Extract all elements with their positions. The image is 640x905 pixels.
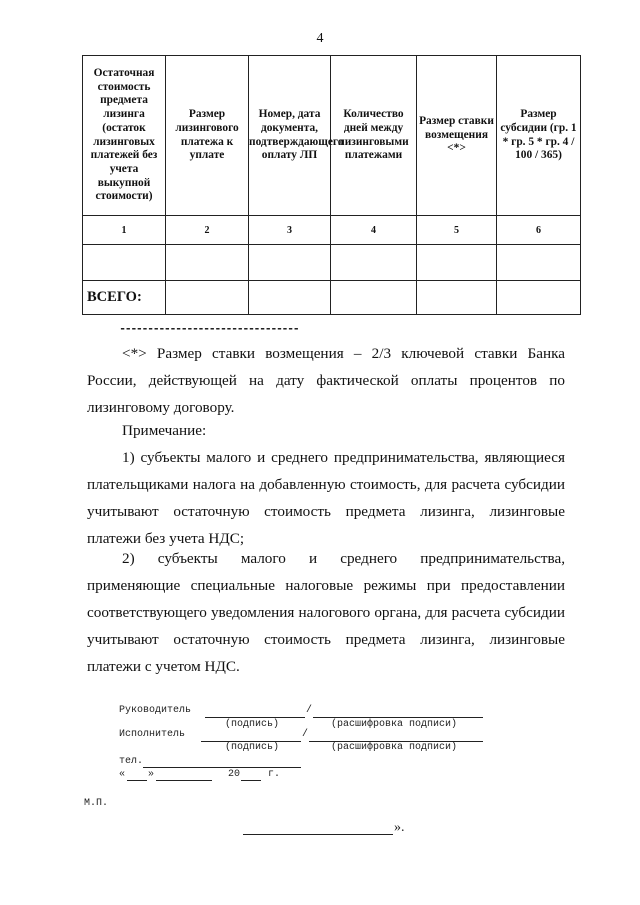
table-row: [83, 245, 581, 281]
header-subsidy: Размер субсидии (гр. 1 * гр. 5 * гр. 4 / 100 / 365): [497, 56, 581, 216]
total-label: ВСЕГО:: [83, 281, 166, 315]
column-number: 4: [331, 216, 417, 245]
executor-slash: /: [302, 729, 309, 740]
head-slash: /: [306, 705, 313, 716]
column-number-row: [83, 216, 581, 245]
table-cell: [417, 245, 497, 281]
stamp-place: М.П.: [84, 798, 109, 809]
phone-line: [143, 767, 301, 768]
table-cell: [331, 245, 417, 281]
date-year-line: [241, 780, 261, 781]
head-sign-line: [205, 717, 305, 718]
closing-line: [243, 834, 393, 835]
date-close-quote: »: [148, 769, 155, 780]
column-number: 1: [83, 216, 166, 245]
table-cell: [497, 245, 581, 281]
table-cell: [249, 245, 331, 281]
closing-mark: ».: [394, 820, 405, 835]
head-sign-hint: (подпись): [225, 719, 280, 730]
header-rate: Размер ставки возмещения <*>: [417, 56, 497, 216]
table-cell: [166, 245, 249, 281]
note-title: Примечание:: [122, 422, 207, 439]
header-lease-payment: Размер лизингового платежа к уплате: [166, 56, 249, 216]
executor-sign-hint: (подпись): [225, 742, 280, 753]
subsidy-table: [82, 55, 581, 315]
head-label: Руководитель: [119, 705, 192, 716]
date-day-line: [127, 780, 147, 781]
date-month-line: [156, 780, 212, 781]
phone-label: тел.: [119, 756, 144, 767]
table-cell: [83, 245, 166, 281]
date-open-quote: «: [119, 769, 126, 780]
executor-label: Исполнитель: [119, 729, 186, 740]
header-payment-document: Номер, дата документа, подтверждающего оплату ЛП: [249, 56, 331, 216]
footnote-text: <*> Размер ставки возмещения – 2/3 ключевой ставки Банка России, действующей на дату фактической оплаты процентов по лизинговому договору.: [87, 345, 565, 416]
page-number: 4: [316, 31, 324, 46]
table-header-row: [83, 56, 581, 216]
column-number: 5: [417, 216, 497, 245]
table-cell: [331, 281, 417, 315]
table-cell: [497, 281, 581, 315]
table-cell: [166, 281, 249, 315]
table-cell: [417, 281, 497, 315]
note-item-2: 2) субъекты малого и среднего предпринимательства, применяющие специальные налоговые режимы при предоставлении соответствующего уведомления налогового органа, для расчета субсидии учитывают остаточную стоимость предмета лизинга, лизинговые платежи с учетом НДС.: [87, 550, 565, 675]
head-decode-hint: (расшифровка подписи): [331, 719, 458, 730]
executor-decode-hint: (расшифровка подписи): [331, 742, 458, 753]
total-row: [83, 281, 581, 315]
table-cell: [249, 281, 331, 315]
date-year-suffix: г.: [268, 769, 281, 780]
column-number: 2: [166, 216, 249, 245]
column-number: 6: [497, 216, 581, 245]
header-residual-value: Остаточная стоимость предмета лизинга (остаток лизинговых платежей без учета выкупной стоимости): [83, 56, 166, 216]
column-number: 3: [249, 216, 331, 245]
date-year-prefix: 20: [228, 769, 241, 780]
head-decode-line: [313, 717, 483, 718]
note-item-1: 1) субъекты малого и среднего предпринимательства, являющиеся плательщиками налога на добавленную стоимость, для расчета субсидии учитывают остаточную стоимость предмета лизинга, лизинговые платежи без учета НДС;: [87, 449, 565, 547]
footnote-separator: --------------------------------: [119, 322, 299, 336]
header-days-between: Количество дней между лизинговыми платежами: [331, 56, 417, 216]
